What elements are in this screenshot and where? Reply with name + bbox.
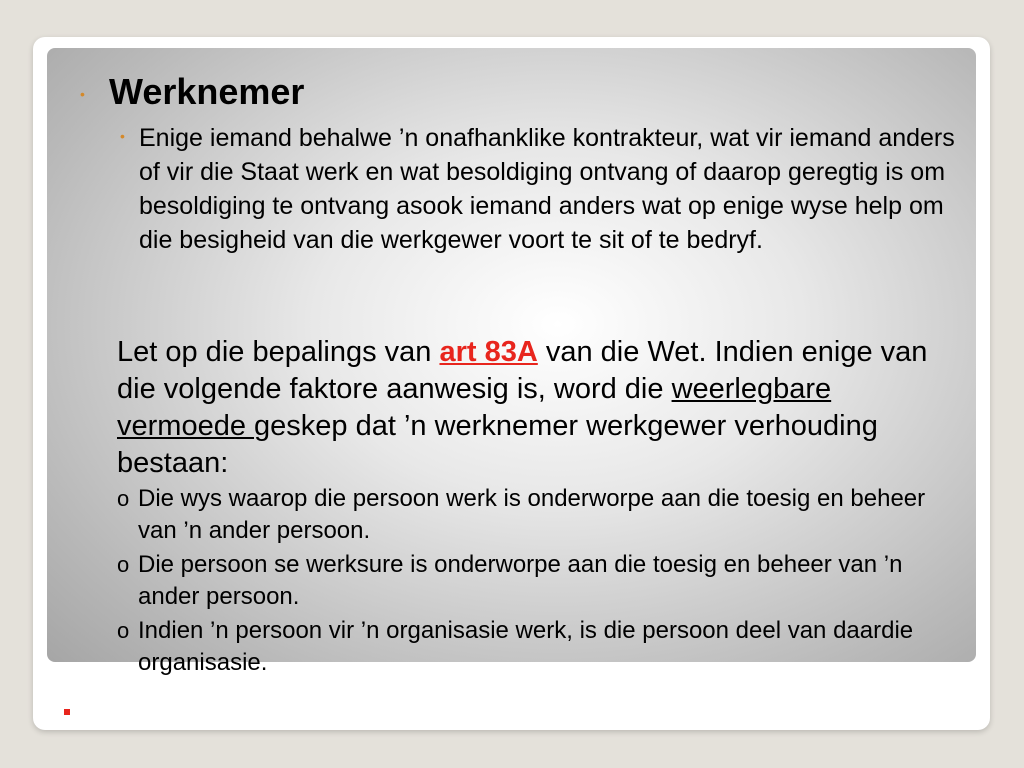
factor-text: Indien ’n persoon vir ’n organisasie werk, is die persoon deel van daardie organisasie.	[138, 617, 914, 676]
circle-bullet-icon: o	[117, 618, 130, 643]
presumption-term: weerlegbare vermoede	[117, 373, 832, 442]
factor-item	[117, 483, 967, 547]
intro-text-3: geskep dat ’n werknemer werkgewer verhouding bestaan:	[117, 410, 878, 479]
definition-text: Enige iemand behalwe ’n onafhanklike kontrakteur, wat vir iemand anders of vir die Staat werk en wat besoldiging ontvang of daarop geregtig is om besoldiging te ontvang asook iemand anders wat op enige wyse help om die besigheid van die werkgewer voort te sit of te bedryf.	[139, 124, 955, 254]
factor-text: Die persoon se werksure is onderworpe aan die toesig en beheer van ’n ander persoon.	[138, 551, 903, 610]
slide-heading: Werknemer	[109, 71, 305, 112]
factor-item	[117, 549, 967, 613]
intro-paragraph	[117, 334, 947, 482]
factor-text: Die wys waarop die persoon werk is onderworpe aan die toesig en beheer van ’n ander persoon.	[138, 485, 926, 544]
intro-text-2: van die Wet. Indien enige van die volgende faktore aanwesig is, word die	[117, 336, 928, 405]
bullet-dot-icon: •	[120, 128, 125, 144]
bullet-dot-icon: •	[80, 86, 85, 102]
intro-text-1: Let op die bepalings van	[117, 336, 440, 368]
article-reference: art 83A	[439, 336, 538, 368]
accent-square-icon	[64, 709, 70, 715]
circle-bullet-icon: o	[117, 552, 130, 577]
factor-item	[117, 615, 967, 679]
circle-bullet-icon: o	[117, 486, 130, 511]
